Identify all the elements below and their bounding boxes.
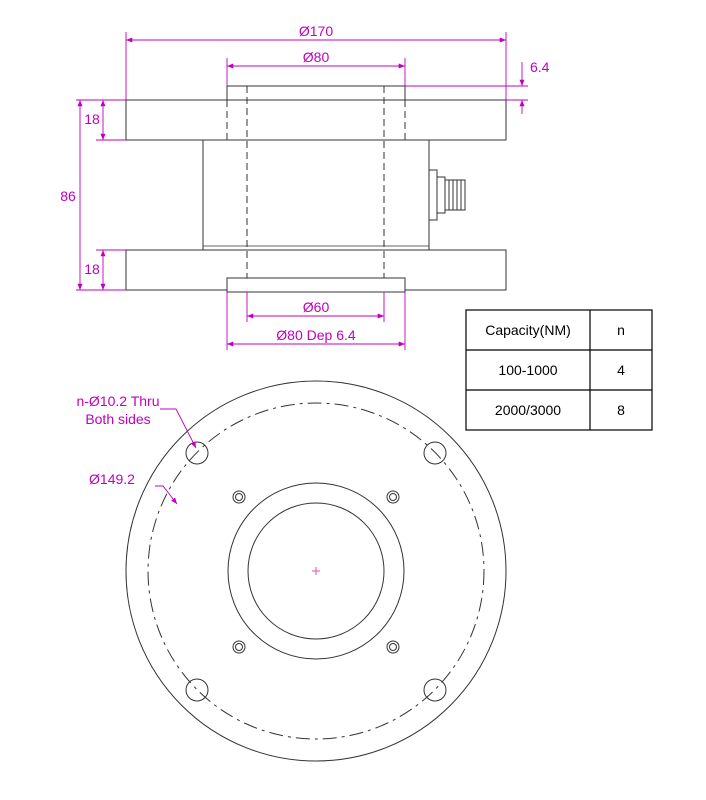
top-boss bbox=[227, 86, 405, 100]
center-mark bbox=[312, 567, 320, 575]
hole-callout-line2: Both sides bbox=[85, 411, 151, 427]
top-view-labels bbox=[76, 393, 159, 487]
sensor-body bbox=[203, 140, 429, 250]
hidden-lines bbox=[227, 86, 405, 278]
table-cell-n-row2: 8 bbox=[617, 402, 625, 418]
bottom-flange-thickness-label: 18 bbox=[84, 261, 100, 277]
top-flange bbox=[126, 100, 506, 140]
table-cell-n-row1: 4 bbox=[617, 362, 625, 378]
table-header-n: n bbox=[617, 322, 625, 338]
leaders bbox=[155, 409, 196, 504]
capacity-table bbox=[466, 310, 652, 430]
bottom-boss bbox=[227, 278, 405, 292]
table-header-capacity: Capacity(NM) bbox=[485, 322, 571, 338]
connector bbox=[429, 170, 465, 220]
hole-callout-line1: n-Ø10.2 Thru bbox=[76, 393, 160, 409]
top-flange-thickness-label: 18 bbox=[84, 111, 100, 127]
boss-height-label: 6.4 bbox=[530, 59, 550, 75]
dimension-labels bbox=[60, 23, 549, 343]
bore-diameter-label: Ø60 bbox=[302, 299, 330, 315]
table-cell-capacity-row2: 2000/3000 bbox=[494, 402, 562, 418]
recess-diameter-label: Ø80 Dep 6.4 bbox=[276, 327, 356, 343]
boss-diameter-label: Ø80 bbox=[302, 49, 330, 65]
overall-height-label: 86 bbox=[60, 188, 76, 204]
table-cell-capacity-row1: 100-1000 bbox=[498, 362, 558, 378]
bolt-circle-label: Ø149.2 bbox=[89, 471, 135, 487]
outer-diameter-label: Ø170 bbox=[298, 23, 334, 39]
